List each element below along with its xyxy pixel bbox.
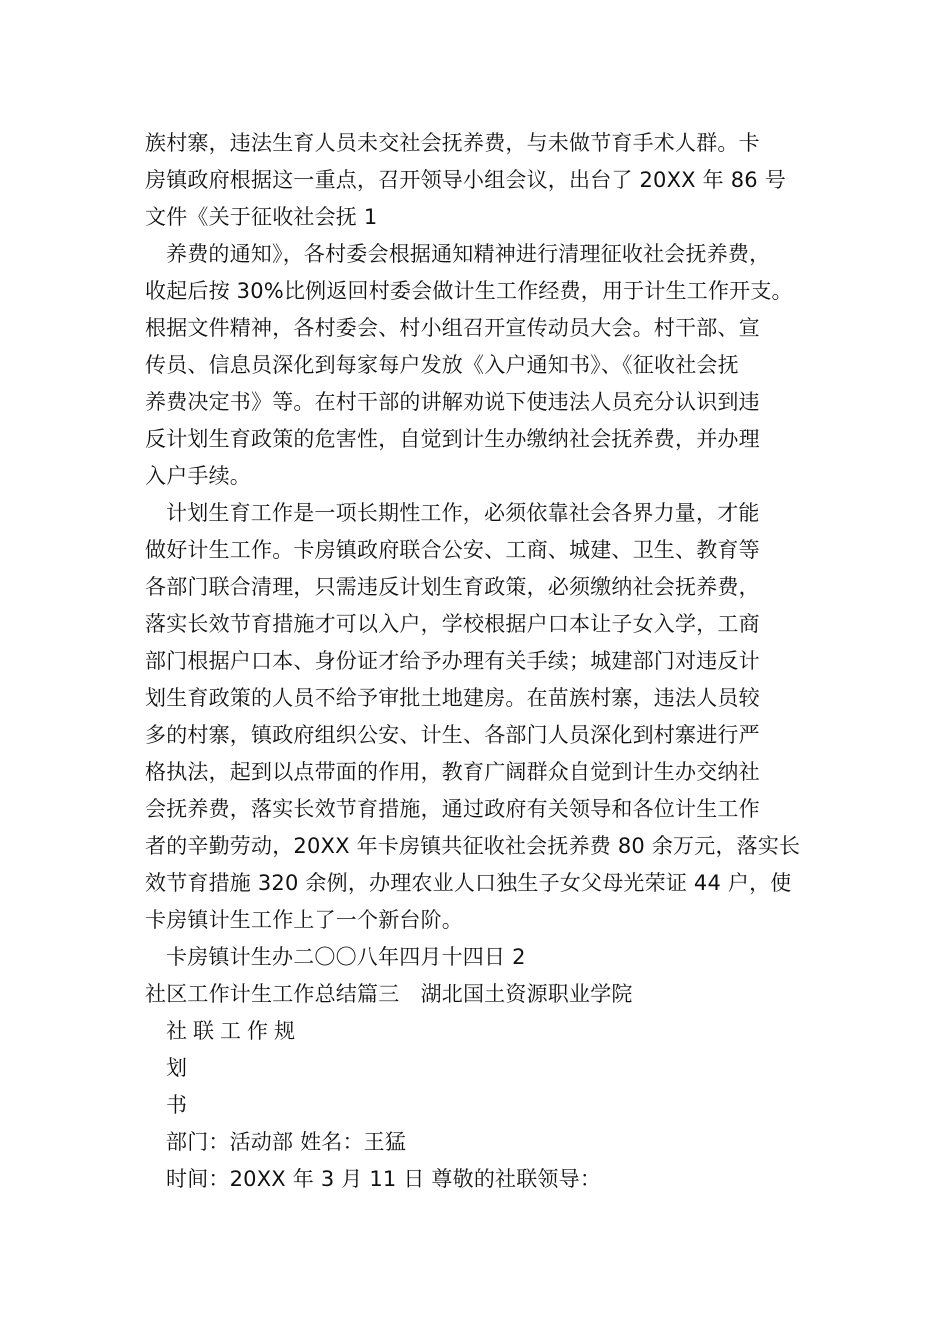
text-line: 效节育措施 320 余例，办理农业人口独生子女父母光荣证 44 户，使 [145, 871, 792, 895]
text-line: 计划生育工作是一项长期性工作，必须依靠社会各界力量，才能 [166, 501, 760, 525]
text-line: 部门根据户口本、身份证才给予办理有关手续；城建部门对违反计 [145, 649, 760, 673]
text-line: 传员、信息员深化到每家每户发放《入户通知书》、《征收社会抚 [145, 353, 739, 377]
text-line: 文件《关于征收社会抚 1 [145, 205, 378, 229]
department-name-line: 部门：活动部 姓名：王猛 [166, 1130, 407, 1154]
plan-title-line: 书 [166, 1093, 188, 1117]
text-line: 会抚养费，落实长效节育措施，通过政府有关领导和各位计生工作 [145, 797, 760, 821]
date-greeting-line: 时间：20XX 年 3 月 11 日 尊敬的社联领导： [166, 1167, 602, 1191]
text-line: 养费的通知》，各村委会根据通知精神进行清理征收社会抚养费， [166, 242, 771, 266]
text-line: 做好计生工作。卡房镇政府联合公安、工商、城建、卫生、教育等 [145, 538, 760, 562]
text-line: 各部门联合清理，只需违反计划生育政策，必须缴纳社会抚养费， [145, 575, 760, 599]
text-line: 族村寨，违法生育人员未交社会抚养费，与未做节育手术人群。卡 [145, 131, 760, 155]
text-line: 者的辛勤劳动，20XX 年卡房镇共征收社会抚养费 80 余万元，落实长 [145, 834, 801, 858]
signature-line: 卡房镇计生办二〇〇八年四月十四日 2 [166, 945, 526, 969]
text-line: 根据文件精神，各村委会、村小组召开宣传动员大会。村干部、宣 [145, 316, 760, 340]
text-line: 格执法，起到以点带面的作用，教育广阔群众自觉到计生办交纳社 [145, 760, 760, 784]
text-line: 收起后按 30%比例返回村委会做计生工作经费，用于计生工作开支。 [145, 279, 793, 303]
plan-title-line: 社联工作规 [166, 1019, 301, 1043]
text-line: 落实长效节育措施才可以入户，学校根据户口本让子女入学，工商 [145, 612, 760, 636]
text-line: 养费决定书》等。在村干部的讲解劝说下使违法人员充分认识到违 [145, 390, 760, 414]
text-line: 卡房镇计生工作上了一个新台阶。 [145, 908, 463, 932]
plan-title-line: 划 [166, 1056, 188, 1080]
text-line: 多的村寨，镇政府组织公安、计生、各部门人员深化到村寨进行严 [145, 723, 760, 747]
text-line: 划生育政策的人员不给予审批土地建房。在苗族村寨，违法人员较 [145, 686, 760, 710]
document-body [145, 125, 825, 1198]
text-line: 反计划生育政策的危害性，自觉到计生办缴纳社会抚养费，并办理 [145, 427, 760, 451]
text-line: 房镇政府根据这一重点，召开领导小组会议，出台了 20XX 年 86 号 [145, 168, 786, 192]
text-line: 入户手续。 [145, 464, 251, 488]
section-heading: 社区工作计生工作总结篇三 湖北国土资源职业学院 [145, 982, 633, 1006]
